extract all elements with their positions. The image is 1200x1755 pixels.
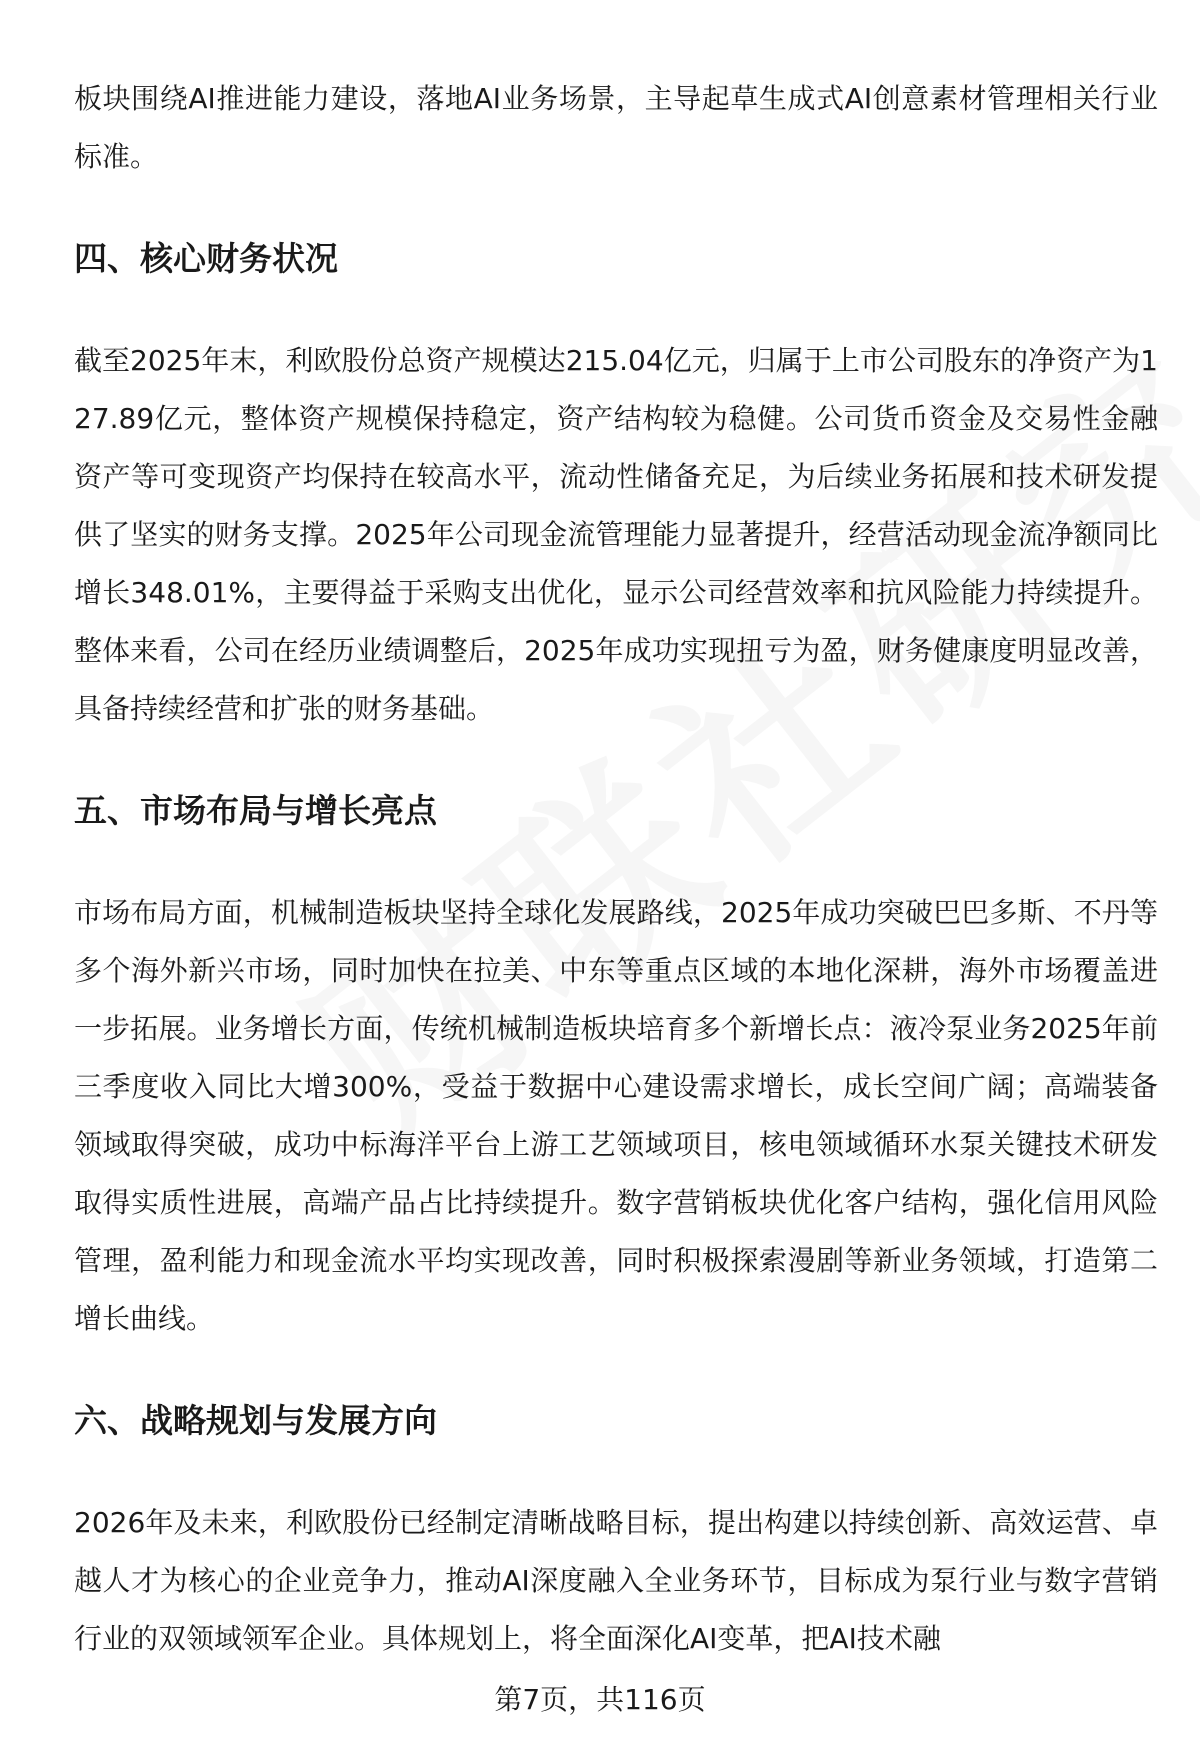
paragraph-financial-status: 截至2025年末，利欧股份总资产规模达215.04亿元，归属于上市公司股东的净资产为127.89亿元，整体资产规模保持稳定，资产结构较为稳健。公司货币资金及交易性金融资产等可变现资产均保持在较高水平，流动性储备充足，为后续业务拓展和技术研发提供了坚实的财务支撑。2025年公司现金流管理能力显著提升，经营活动现金流净额同比增长348.01%，主要得益于采购支出优化，显示公司经营效率和抗风险能力持续提升。整体来看，公司在经历业绩调整后，2025年成功实现扭亏为盈，财务健康度明显改善，具备持续经营和扩张的财务基础。 bbox=[74, 344, 1158, 725]
paragraph-market-growth: 市场布局方面，机械制造板块坚持全球化发展路线，2025年成功突破巴巴多斯、不丹等多个海外新兴市场，同时加快在拉美、中东等重点区域的本地化深耕，海外市场覆盖进一步拓展。业务增长方面，传统机械制造板块培育多个新增长点：液冷泵业务2025年前三季度收入同比大增300%，受益于数据中心建设需求增长，成长空间广阔；高端装备领域取得突破，成功中标海洋平台上游工艺领域项目，核电领域循环水泵关键技术研发取得实质性进展，高端产品占比持续提升。数字营销板块优化客户结构，强化信用风险管理，盈利能力和现金流水平均实现改善，同时积极探索漫剧等新业务领域，打造第二增长曲线。 bbox=[74, 896, 1158, 1335]
section-heading-financial-status: 四、核心财务状况 bbox=[74, 239, 338, 278]
paragraph-ai-capability: 板块围绕AI推进能力建设，落地AI业务场景，主导起草生成式AI创意素材管理相关行业标准。 bbox=[74, 82, 1158, 173]
section-heading-strategy: 六、战略规划与发展方向 bbox=[74, 1401, 437, 1440]
section-heading-market-growth: 五、市场布局与增长亮点 bbox=[74, 791, 437, 830]
document-body bbox=[74, 70, 1158, 1668]
paragraph-strategy: 2026年及未来，利欧股份已经制定清晰战略目标，提出构建以持续创新、高效运营、卓越人才为核心的企业竞争力，推动AI深度融入全业务环节，目标成为泵行业与数字营销行业的双领域领军企业。具体规划上，将全面深化AI变革，把AI技术融 bbox=[74, 1506, 1158, 1655]
page-number: 第7页，共116页 bbox=[494, 1683, 706, 1716]
